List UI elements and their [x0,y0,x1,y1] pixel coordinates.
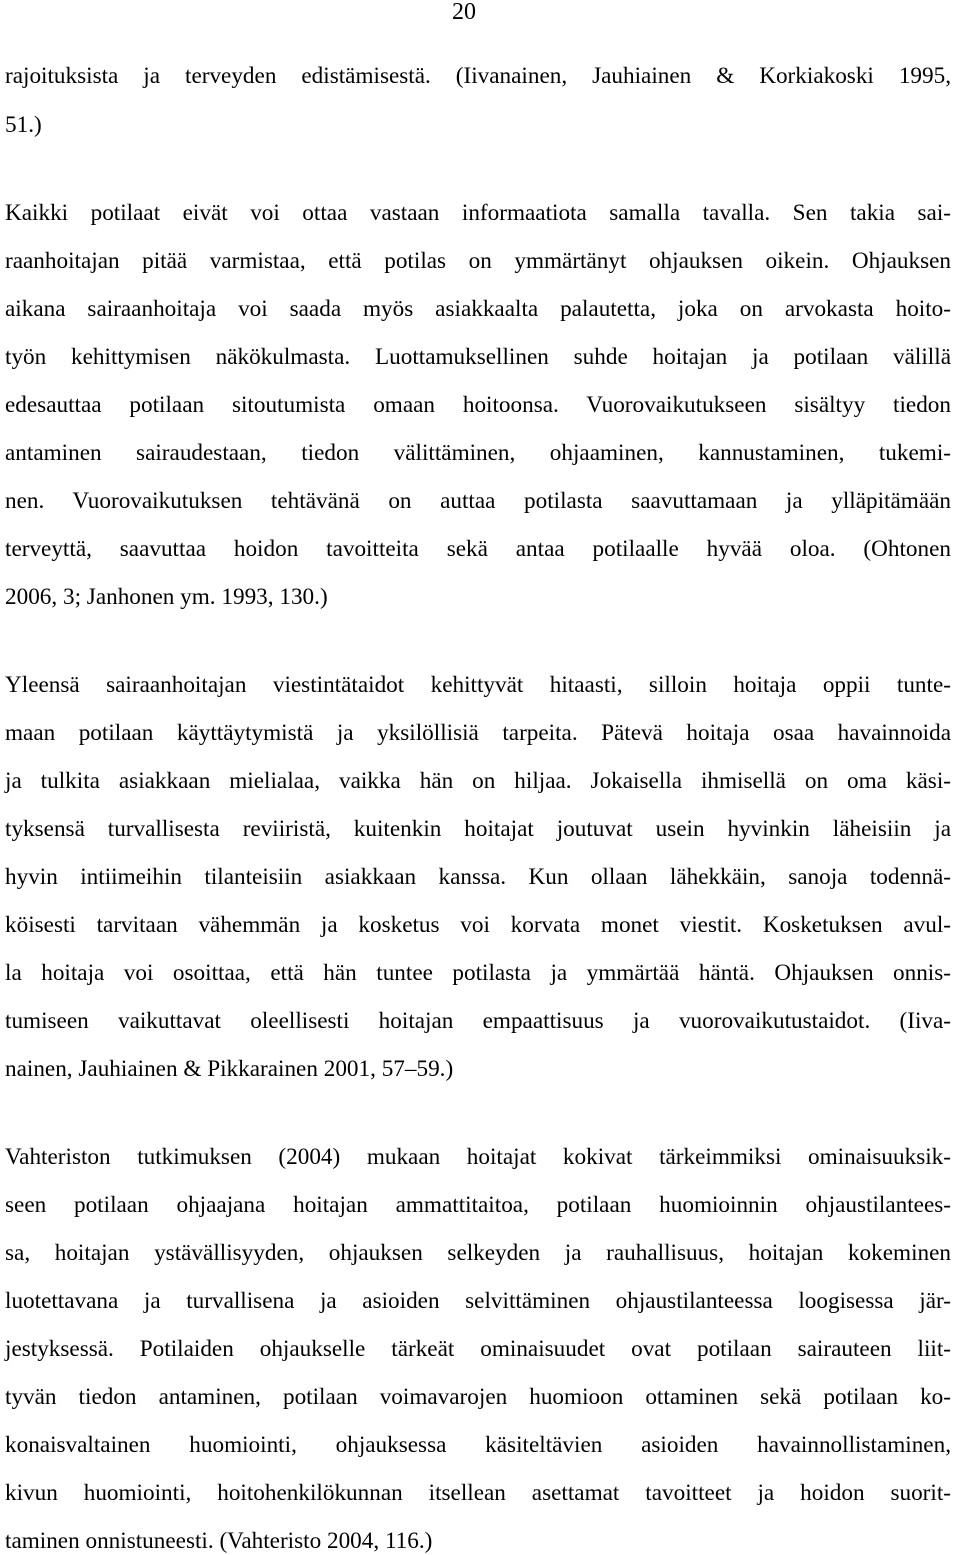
text-line: luotettavana ja turvallisena ja asioiden selvittäminen ohjaustilanteessa loogisessa jär- [5,1288,951,1314]
text-line: tyvän tiedon antaminen, potilaan voimavarojen huomioon ottaminen sekä potilaan ko- [5,1384,951,1410]
text-line: sa, hoitajan ystävällisyyden, ohjauksen selkeyden ja rauhallisuus, hoitajan kokeminen [5,1240,951,1266]
text-line: 2006, 3; Janhonen ym. 1993, 130.) [5,584,328,610]
text-line: rajoituksista ja terveyden edistämisestä. (Iivanainen, Jauhiainen & Korkiakoski 1995, [5,63,951,89]
text-line: Kaikki potilaat eivät voi ottaa vastaan informaatiota samalla tavalla. Sen takia sai- [5,200,951,226]
text-line: antaminen sairaudestaan, tiedon välittäminen, ohjaaminen, kannustaminen, tukemi- [5,440,951,466]
text-line: Yleensä sairaanhoitajan viestintätaidot kehittyvät hitaasti, silloin hoitaja oppii tunte- [5,672,951,698]
text-line: terveyttä, saavuttaa hoidon tavoitteita sekä antaa potilaalle hyvää oloa. (Ohtonen [5,536,951,562]
text-line: hyvin intiimeihin tilanteisiin asiakkaan kanssa. Kun ollaan lähekkäin, sanoja todennä- [5,864,951,890]
text-line: tumiseen vaikuttavat oleellisesti hoitajan empaattisuus ja vuorovaikutustaidot. (Iiva- [5,1008,951,1034]
text-line: 51.) [5,112,42,138]
text-line: jestyksessä. Potilaiden ohjaukselle tärkeät ominaisuudet ovat potilaan sairauteen liit- [5,1336,951,1362]
text-line: nainen, Jauhiainen & Pikkarainen 2001, 57–59.) [5,1056,454,1082]
text-line: Vahteriston tutkimuksen (2004) mukaan hoitajat kokivat tärkeimmiksi ominaisuuksik- [5,1144,951,1170]
text-line: aikana sairaanhoitaja voi saada myös asiakkaalta palautetta, joka on arvokasta hoito- [5,296,951,322]
text-line: raanhoitajan pitää varmistaa, että potilas on ymmärtänyt ohjauksen oikein. Ohjauksen [5,248,951,274]
text-line: ja tulkita asiakkaan mielialaa, vaikka hän on hiljaa. Jokaisella ihmisellä on oma käsi- [5,768,951,794]
text-line: nen. Vuorovaikutuksen tehtävänä on auttaa potilasta saavuttamaan ja ylläpitämään [5,488,951,514]
text-line: tyksensä turvallisesta reviiristä, kuitenkin hoitajat joutuvat usein hyvinkin läheisiin ja [5,816,951,842]
text-line: seen potilaan ohjaajana hoitajan ammattitaitoa, potilaan huomioinnin ohjaustilantees- [5,1192,951,1218]
text-line: la hoitaja voi osoittaa, että hän tuntee potilasta ja ymmärtää häntä. Ohjauksen onnis- [5,960,951,986]
text-line: taminen onnistuneesti. (Vahteristo 2004, 116.) [5,1528,433,1554]
text-line: työn kehittymisen näkökulmasta. Luottamuksellinen suhde hoitajan ja potilaan välillä [5,344,951,370]
text-line: konaisvaltainen huomiointi, ohjauksessa käsiteltävien asioiden havainnollistaminen, [5,1432,951,1458]
page-number: 20 [452,0,476,25]
text-line: maan potilaan käyttäytymistä ja yksilöllisiä tarpeita. Pätevä hoitaja osaa havainnoida [5,720,951,746]
text-line: kivun huomiointi, hoitohenkilökunnan itsellean asettamat tavoitteet ja hoidon suorit- [5,1480,951,1506]
text-line: köisesti tarvitaan vähemmän ja kosketus voi korvata monet viestit. Kosketuksen avul- [5,912,951,938]
text-line: edesauttaa potilaan sitoutumista omaan hoitoonsa. Vuorovaikutukseen sisältyy tiedon [5,392,951,418]
